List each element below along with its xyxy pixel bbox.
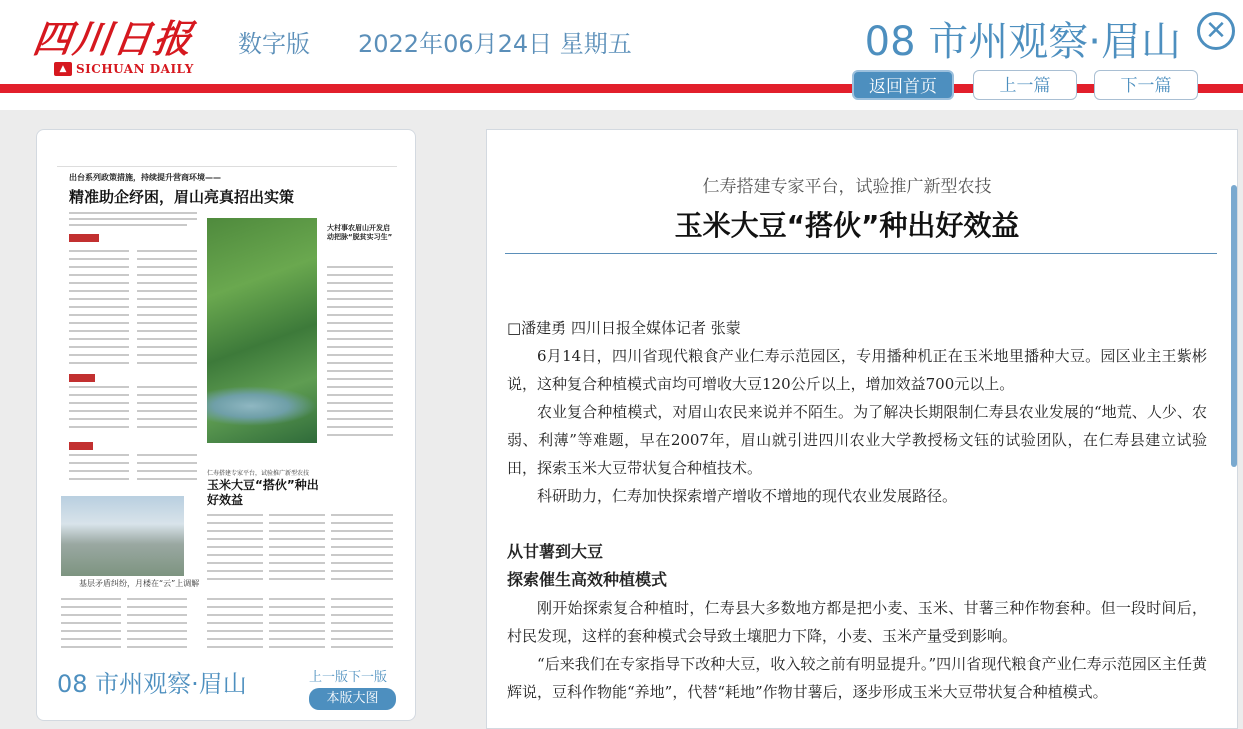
thumbnail-text-line — [137, 362, 197, 364]
thumbnail-text-line — [61, 638, 121, 640]
thumbnail-text-line — [69, 418, 129, 420]
thumbnail-text-line — [269, 570, 325, 572]
thumbnail-text-line — [137, 418, 197, 420]
thumbnail-text-line — [269, 578, 325, 580]
article-byline: □潘建勇 四川日报全媒体记者 张蒙 — [507, 319, 741, 337]
thumbnail-text-line — [331, 570, 393, 572]
thumbnail-text-line — [137, 426, 197, 428]
thumbnail-text-line — [137, 314, 197, 316]
thumbnail-text-line — [327, 378, 393, 380]
thumbnail-text-line — [137, 462, 197, 464]
thumbnail-text-line — [137, 306, 197, 308]
thumbnail-text-line — [61, 598, 121, 600]
thumbnail-text-line — [207, 570, 263, 572]
back-to-home-button[interactable]: 返回首页 — [852, 70, 954, 100]
thumbnail-text-line — [69, 218, 197, 220]
thumbnail-text-line — [69, 478, 129, 480]
thumbnail-text-line — [327, 322, 393, 324]
thumbnail-text-line — [69, 410, 129, 412]
thumbnail-text-line — [331, 638, 393, 640]
thumbnail-text-line — [69, 462, 129, 464]
thumbnail-text-line — [137, 266, 197, 268]
thumbnail-text-line — [269, 546, 325, 548]
thumbnail-text-line — [69, 338, 129, 340]
thumbnail-text-line — [331, 646, 393, 648]
thumbnail-text-line — [137, 470, 197, 472]
page-preview-panel — [36, 129, 416, 721]
edition-label: 数字版 — [238, 30, 310, 58]
thumbnail-text-line — [331, 578, 393, 580]
thumbnail-text-line — [137, 298, 197, 300]
logo-emblem-icon: ▲ — [54, 62, 72, 76]
logo-english-text: SICHUAN DAILY — [76, 62, 194, 76]
thumbnail-text-line — [331, 562, 393, 564]
thumbnail-text-line — [327, 282, 393, 284]
thumbnail-kicker: 出台系列政策措施，持续提升营商环境—— — [69, 173, 221, 182]
thumbnail-text-line — [127, 630, 187, 632]
thumbnail-text-line — [61, 622, 121, 624]
thumbnail-text-line — [69, 454, 129, 456]
thumbnail-text-line — [331, 614, 393, 616]
thumbnail-text-line — [207, 546, 263, 548]
thumbnail-text-line — [327, 394, 393, 396]
thumbnail-text-line — [331, 598, 393, 600]
thumbnail-text-line — [207, 598, 263, 600]
article-paragraph: “后来我们在专家指导下改种大豆，收入较之前有明显提升。”四川省现代粮食产业仁寿示范园区主任黄辉说，豆科作物能“养地”，代替“耗地”作物甘薯后，逐步形成玉米大豆带状复合种植模式。 — [507, 655, 1207, 701]
thumbnail-text-line — [137, 402, 197, 404]
thumbnail-text-line — [327, 426, 393, 428]
thumbnail-text-line — [269, 630, 325, 632]
thumbnail-text-line — [61, 614, 121, 616]
article-body — [507, 314, 1207, 706]
section-spacer — [507, 510, 1207, 538]
thumbnail-text-line — [207, 530, 263, 532]
article-paragraph: 刚开始探索复合种植时，仁寿县大多数地方都是把小麦、玉米、甘薯三种作物套种。但一段时间后，村民发现，这样的套种模式会导致土壤肥力下降，小麦、玉米产量受到影响。 — [507, 599, 1207, 645]
article-paragraph: 科研助力，仁寿加快探索增产增收不增地的现代农业发展路径。 — [537, 487, 958, 505]
thumbnail-text-line — [327, 418, 393, 420]
thumbnail-text-line — [327, 386, 393, 388]
thumbnail-text-line — [137, 354, 197, 356]
next-article-button[interactable]: 下一篇 — [1094, 70, 1198, 100]
prev-next-page-links[interactable]: 上一版下一版 — [309, 670, 388, 685]
thumbnail-text-line — [69, 354, 129, 356]
thumbnail-text-line — [207, 578, 263, 580]
thumbnail-text-line — [207, 638, 263, 640]
thumbnail-text-line — [269, 554, 325, 556]
thumbnail-text-line — [69, 322, 129, 324]
thumbnail-text-line — [331, 622, 393, 624]
thumbnail-text-line — [269, 562, 325, 564]
thumbnail-text-line — [327, 314, 393, 316]
thumbnail-text-line — [137, 274, 197, 276]
thumbnail-text-line — [327, 402, 393, 404]
thumbnail-text-line — [207, 562, 263, 564]
thumbnail-text-line — [69, 290, 129, 292]
thumbnail-text-line — [137, 290, 197, 292]
article-paragraph: 6月14日，四川省现代粮食产业仁寿示范园区，专用播种机正在玉米地里播种大豆。园区业主王紫彬说，这种复合种植模式亩均可增收大豆120公斤以上，增加效益700元以上。 — [507, 347, 1207, 393]
thumbnail-text-line — [327, 338, 393, 340]
thumbnail-text-line — [207, 622, 263, 624]
thumbnail-text-line — [207, 554, 263, 556]
thumbnail-text-line — [61, 630, 121, 632]
thumbnail-text-line — [207, 630, 263, 632]
thumbnail-text-line — [69, 274, 129, 276]
thumbnail-text-line — [69, 266, 129, 268]
thumbnail-text-line — [327, 434, 393, 436]
thumbnail-text-line — [69, 212, 197, 214]
thumbnail-text-line — [327, 298, 393, 300]
thumbnail-text-line — [61, 606, 121, 608]
thumbnail-text-line — [137, 346, 197, 348]
thumbnail-text-line — [137, 410, 197, 412]
issue-date: 2022年06月24日 星期五 — [358, 30, 632, 58]
thumbnail-text-line — [69, 362, 129, 364]
thumbnail-text-line — [69, 426, 129, 428]
thumbnail-text-line — [127, 622, 187, 624]
thumbnail-text-line — [207, 614, 263, 616]
thumbnail-text-line — [269, 638, 325, 640]
thumbnail-text-line — [269, 606, 325, 608]
thumbnail-section-tag — [69, 234, 99, 242]
article-title: 玉米大豆“搭伙”种出好效益 — [674, 209, 1020, 242]
thumbnail-text-line — [269, 622, 325, 624]
section-subheading: 探索催生高效种植模式 — [507, 570, 668, 589]
thumbnail-text-line — [207, 522, 263, 524]
thumbnail-text-line — [327, 274, 393, 276]
thumbnail-text-line — [137, 338, 197, 340]
thumbnail-text-line — [69, 224, 187, 226]
thumbnail-text-line — [69, 470, 129, 472]
page-large-image-button[interactable]: 本版大图 — [309, 688, 396, 710]
article-panel — [486, 129, 1238, 729]
thumbnail-text-line — [327, 290, 393, 292]
thumbnail-text-line — [207, 646, 263, 648]
thumbnail-text-line — [137, 282, 197, 284]
thumbnail-text-line — [327, 362, 393, 364]
thumbnail-text-line — [327, 370, 393, 372]
thumbnail-text-line — [207, 538, 263, 540]
thumbnail-text-line — [269, 538, 325, 540]
thumbnail-text-line — [69, 314, 129, 316]
article-title-divider — [505, 253, 1217, 254]
thumbnail-text-line — [69, 386, 129, 388]
thumbnail-text-line — [69, 330, 129, 332]
thumbnail-text-line — [137, 250, 197, 252]
thumbnail-text-line — [69, 306, 129, 308]
thumbnail-text-line — [127, 646, 187, 648]
thumbnail-text-line — [327, 330, 393, 332]
thumbnail-text-line — [137, 322, 197, 324]
thumbnail-text-line — [127, 598, 187, 600]
thumbnail-section-tag — [69, 442, 93, 450]
page-title: 08 市州观察·眉山 — [864, 19, 1181, 65]
logo-chinese-text: 四川日报 — [30, 16, 197, 61]
previous-article-button[interactable]: 上一篇 — [973, 70, 1077, 100]
thumbnail-text-line — [127, 638, 187, 640]
thumbnail-text-line — [69, 394, 129, 396]
article-paragraph: 农业复合种植模式，对眉山农民来说并不陌生。为了解决长期限制仁寿县农业发展的“地荒、人少、农弱、利薄”等难题，早在2007年，眉山就引进四川农业大学教授杨文钰的试验团队，在仁寿县建立试验田，探索玉米大豆带状复合种植技术。 — [507, 403, 1207, 477]
thumbnail-text-line — [269, 614, 325, 616]
thumbnail-text-line — [69, 258, 129, 260]
thumbnail-text-line — [127, 606, 187, 608]
thumbnail-text-line — [137, 454, 197, 456]
article-scrollbar[interactable] — [1231, 185, 1237, 467]
thumbnail-text-line — [331, 522, 393, 524]
thumbnail-text-line — [207, 514, 263, 516]
thumbnail-text-line — [269, 646, 325, 648]
thumbnail-text-line — [69, 402, 129, 404]
thumbnail-side-headline[interactable]: 大村事农眉山开发启动把脉“脱贫实习生” — [327, 224, 393, 241]
thumbnail-text-line — [137, 258, 197, 260]
thumbnail-river — [207, 386, 317, 426]
thumbnail-text-line — [331, 630, 393, 632]
thumbnail-story2-headline[interactable]: 玉米大豆“搭伙”种出好效益 — [207, 478, 319, 507]
close-icon[interactable]: ✕ — [1197, 12, 1235, 50]
thumbnail-text-line — [127, 614, 187, 616]
thumbnail-text-line — [269, 522, 325, 524]
thumbnail-text-line — [327, 410, 393, 412]
thumbnail-text-line — [327, 266, 393, 268]
thumbnail-text-line — [69, 250, 129, 252]
thumbnail-text-line — [69, 346, 129, 348]
article-subtitle: 仁寿搭建专家平台，试验推广新型农技 — [702, 177, 992, 197]
thumbnail-page-header — [57, 146, 397, 167]
thumbnail-photo2-caption[interactable]: 基层矛盾纠纷，月楼在“云”上调解 — [79, 579, 200, 588]
thumbnail-text-line — [137, 386, 197, 388]
thumbnail-text-line — [327, 346, 393, 348]
thumbnail-text-line — [69, 298, 129, 300]
thumbnail-text-line — [327, 354, 393, 356]
thumbnail-story2-kicker: 仁寿搭建专家平台，试验推广新型农技 — [207, 470, 310, 477]
thumbnail-text-line — [137, 330, 197, 332]
thumbnail-text-line — [137, 394, 197, 396]
thumbnail-text-line — [269, 530, 325, 532]
thumbnail-text-line — [331, 538, 393, 540]
thumbnail-text-line — [137, 478, 197, 480]
thumbnail-section-tag — [69, 374, 95, 382]
thumbnail-text-line — [269, 598, 325, 600]
sichuan-daily-logo[interactable] — [32, 6, 204, 82]
section-heading: 从甘薯到大豆 — [507, 542, 604, 561]
thumbnail-text-line — [331, 530, 393, 532]
thumbnail-text-line — [69, 282, 129, 284]
page-section-label: 08 市州观察·眉山 — [57, 670, 247, 698]
thumbnail-text-line — [61, 646, 121, 648]
thumbnail-text-line — [331, 514, 393, 516]
thumbnail-building-photo — [61, 496, 184, 576]
thumbnail-headline[interactable]: 精准助企纾困，眉山亮真招出实策 — [69, 188, 295, 206]
thumbnail-text-line — [327, 306, 393, 308]
thumbnail-text-line — [331, 546, 393, 548]
page-thumbnail[interactable] — [57, 146, 397, 654]
thumbnail-text-line — [269, 514, 325, 516]
thumbnail-text-line — [207, 606, 263, 608]
thumbnail-text-line — [331, 554, 393, 556]
thumbnail-text-line — [331, 606, 393, 608]
